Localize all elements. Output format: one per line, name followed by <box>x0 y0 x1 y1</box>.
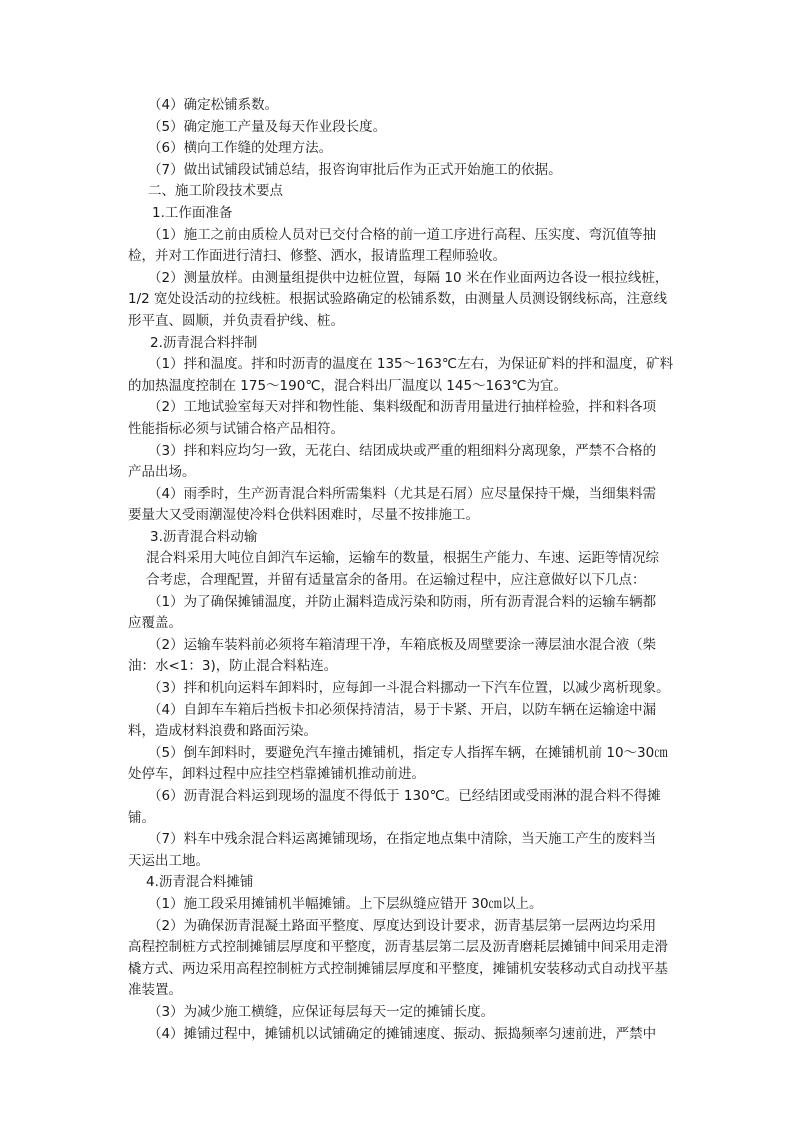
text-line: 料，造成材料浪费和路面污染。 <box>128 723 317 740</box>
text-line: 要量大又受雨潮湿使冷料仓供料困难时，尽量不按排施工。 <box>128 507 479 524</box>
text-line: （1）拌和温度。拌和时沥青的温度在 135～163℃左右，为保证矿料的拌和温度，矿料 <box>148 356 674 373</box>
text-line: （2）运输车装料前必须将车箱清理干净，车箱底板及周壁要涂一薄层油水混合液（柴 <box>148 636 657 653</box>
text-line: （2）测量放样。由测量组提供中边桩位置，每隔 10 米在作业面两边各设一根拉线桩， <box>148 269 669 286</box>
text-line: （4）雨季时，生产沥青混合料所需集料（尤其是石屑）应尽量保持干燥，当细集料需 <box>148 485 657 502</box>
text-line: 橇方式、两边采用高程控制桩方式控制摊铺层厚度和平整度，摊铺机安装移动式自动找平基 <box>128 960 668 977</box>
text-line: 2.沥青混合料拌制 <box>150 334 258 351</box>
text-line: （3）拌和机向运料车卸料时，应每卸一斗混合料挪动一下汽车位置，以减少离析现象。 <box>148 680 670 697</box>
text-line: （6）横向工作缝的处理方法。 <box>148 140 333 157</box>
text-line: 检，并对工作面进行清扫、修整、洒水，报请监理工程师验收。 <box>128 248 506 265</box>
text-line: 1.工作面准备 <box>152 204 233 221</box>
text-line: （2）工地试验室每天对拌和物性能、集料级配和沥青用量进行抽样检验，拌和料各项 <box>148 399 657 416</box>
text-line: 应覆盖。 <box>128 615 182 632</box>
text-line: 合考虑，合理配置，并留有适量富余的备用。在运输过程中，应注意做好以下几点： <box>146 572 646 589</box>
text-line: （1）为了确保摊铺温度，并防止漏料造成污染和防雨，所有沥青混合料的运输车辆都 <box>148 593 657 610</box>
text-line: 处停车，卸料过程中应挂空档靠摊铺机推动前进。 <box>128 766 425 783</box>
text-line: 准装置。 <box>128 982 182 999</box>
text-line: （3）为减少施工横缝，应保证每层每天一定的摊铺长度。 <box>148 1003 495 1020</box>
text-line: 铺。 <box>128 809 155 826</box>
text-line: 产品出场。 <box>128 464 196 481</box>
text-line: 形平直、圆顺，并负责看护线、桩。 <box>128 312 344 329</box>
text-line: 的加热温度控制在 175～190℃，混合料出厂温度以 145～163℃为宜。 <box>128 377 567 394</box>
text-line: 性能指标必须与试铺合格产品相符。 <box>128 420 344 437</box>
document-page <box>128 95 676 1045</box>
text-line: （4）摊铺过程中，摊铺机以试铺确定的摊铺速度、振动、振捣频率匀速前进，严禁中 <box>148 1025 657 1042</box>
text-line: （4）确定松铺系数。 <box>148 97 279 113</box>
text-line: （2）为确保沥青混凝土路面平整度、厚度达到设计要求，沥青基层第一层两边均采用 <box>148 917 657 934</box>
text-line: （3）拌和料应均匀一致，无花白、结团成块或严重的粗细料分离现象，严禁不合格的 <box>148 442 657 459</box>
text-line: （7）做出试铺段试铺总结，报咨询审批后作为正式开始施工的依据。 <box>148 161 562 178</box>
text-line: （1）施工之前由质检人员对已交付合格的前一道工序进行高程、压实度、弯沉值等抽 <box>148 226 657 243</box>
text-line: （5）确定施工产量及每天作业段长度。 <box>148 118 387 135</box>
text-line: 天运出工地。 <box>128 852 209 869</box>
text-line: （7）料车中残余混合料运离摊铺现场，在指定地点集中清除，当天施工产生的废料当 <box>148 831 657 848</box>
text-line: （4）自卸车车箱后挡板卡扣必须保持清洁，易于卡紧、开启，以防车辆在运输途中漏 <box>148 701 657 718</box>
text-line: 混合料采用大吨位自卸汽车运输，运输车的数量，根据生产能力、车速、运距等情况综 <box>146 550 659 567</box>
text-line: 二、施工阶段技术要点 <box>148 183 283 200</box>
text-line: （6）沥青混合料运到现场的温度不得低于 130℃。已经结团或受雨淋的混合料不得摊 <box>148 788 661 804</box>
text-line: 油：水<1：3)，防止混合料粘连。 <box>128 658 338 675</box>
text-line: 4.沥青混合料摊铺 <box>146 874 254 891</box>
text-line: （1）施工段采用摊铺机半幅摊铺。上下层纵缝应错开 30㎝以上。 <box>148 895 543 912</box>
text-line: 1/2 宽处设活动的拉线桩。根据试验路确定的松铺系数，由测量人员测设钢线标高，注意线 <box>128 291 668 308</box>
text-line: 3.沥青混合料动输 <box>150 528 258 545</box>
text-line: （5）倒车卸料时，要避免汽车撞击摊铺机，指定专人指挥车辆，在摊铺机前 10～30㎝ <box>148 744 668 761</box>
text-line: 高程控制桩方式控制摊铺层厚度和平整度，沥青基层第二层及沥青磨耗层摊铺中间采用走滑 <box>128 939 668 956</box>
